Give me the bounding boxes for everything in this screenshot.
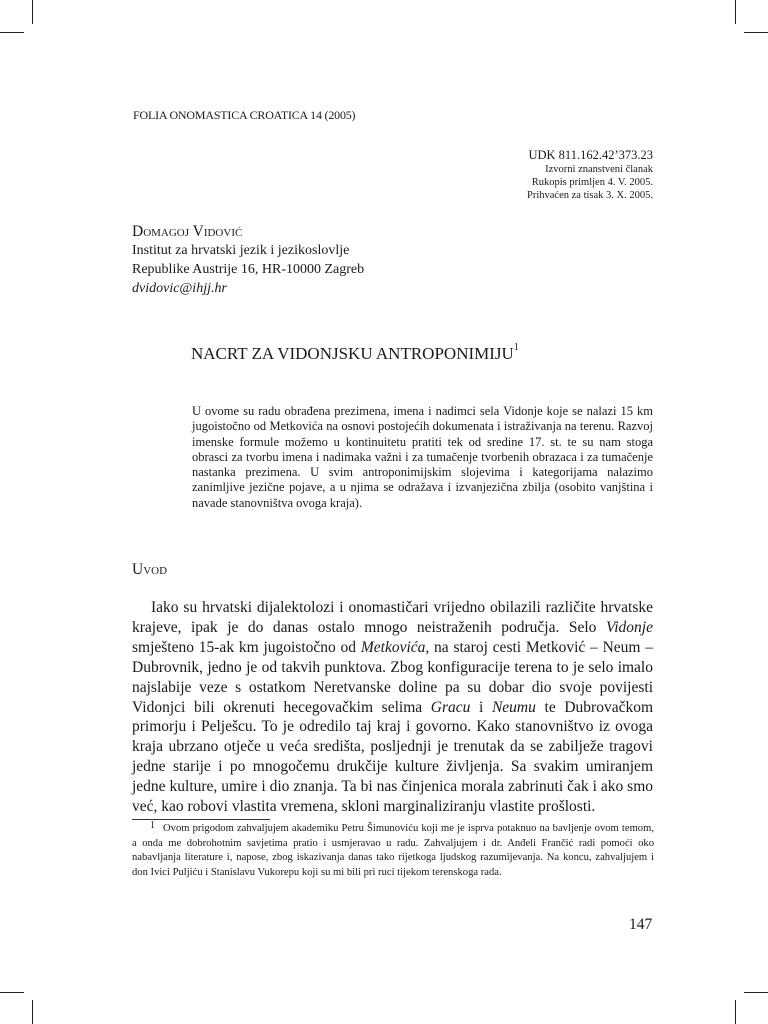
crop-mark-bottom-left-v: [32, 1000, 33, 1024]
author-address: Republike Austrije 16, HR-10000 Zagreb: [132, 262, 365, 277]
section-heading: Uvod: [132, 561, 168, 578]
author-block: [132, 222, 364, 298]
footnote-text: Ovom prigodom zahvaljujem akademiku Petru Šimunoviću koji me je isprva potaknuo na bavljenje ovom temom, a onda me dobrohotnim savjetima pratio i usmjeravao u radu. Zahvaljujem i dr. Anđeli Frančić radi pomoći oko nabavljanja literature i, napose, zbog iskazivanja danas tako rijetkoga ljudskog razumijevanja. Na koncu, zahvaljujem i don Ivici Puljiću i Stanislavu Vukorepu koji su mi bili pri ruci tijekom terenskoga rada.: [132, 823, 654, 878]
crop-mark-top-right-v: [735, 0, 736, 24]
received-date: Rukopis primljen 4. V. 2005.: [531, 177, 653, 188]
udk-code: UDK 811.162.42’373.23: [528, 148, 653, 162]
author-name: Domagoj Vidović: [132, 223, 243, 240]
journal-header: FOLIA ONOMASTICA CROATICA 14 (2005): [133, 108, 356, 122]
body-text-5: te Dubrovačkom primorju i Pelješcu. To je odredilo taj kraj i govorno. Kako stanovništvo iz ovoga kraja ubrzano otječe u veća središta, posljednji je trenutak da se zabilježe tragovi jedne starije i po mnogočemu drukčije kulture življenja. Sa svakim umiranjem jedne kulture, umire i dio znanja. Ta bi nas činjenica morala zabrinuti čak i ako smo već, kao robovi vlastita vremena, skloni marginaliziranju vlastite prošlosti.: [132, 698, 654, 816]
accepted-date: Prihvaćen za tisak 3. X. 2005.: [527, 190, 653, 201]
crop-mark-top-left-v: [32, 0, 33, 24]
crop-mark-bottom-left-h: [0, 992, 24, 993]
footnote: [132, 822, 654, 880]
footnote-number: 1: [150, 820, 155, 831]
crop-mark-bottom-right-v: [735, 1000, 736, 1024]
crop-mark-bottom-right-h: [744, 992, 768, 993]
author-institute: Institut za hrvatski jezik i jezikoslovlje: [132, 243, 350, 258]
page-number: 147: [629, 916, 653, 933]
body-term-vidonje: Vidonje: [605, 618, 653, 636]
body-text-1: Iako su hrvatski dijalektolozi i onomastičari vrijedno obilazili različite hrvatske krajeve, ipak je do danas ostalo mnogo neistraženih područja. Selo: [132, 599, 653, 636]
body-term-gracu: Gracu: [430, 698, 471, 716]
article-meta: [527, 148, 653, 202]
article-title: [191, 344, 519, 364]
title-footnote-marker[interactable]: 1: [513, 342, 519, 354]
author-email[interactable]: dvidovic@ihjj.hr: [132, 281, 227, 296]
body-text-3: na staroj cesti Metković – Neum – Dubrovnik, jedno je od takvih punktova. Zbog konfiguracije terena to je selo imalo najslabije veze s ostatkom Neretvanske doline pa su dobar dio svoje povijesti Vidonjci bili okrenuti hecegovačkim selima: [132, 638, 653, 716]
crop-mark-top-left-h: [0, 32, 24, 33]
crop-mark-top-right-h: [744, 32, 768, 33]
body-term-metkovica: Metkovića,: [360, 638, 430, 656]
body-term-neumu: Neumu: [491, 698, 536, 716]
body-text-2: smješteno 15-ak km jugoistočno od: [132, 638, 361, 656]
abstract: U ovome su radu obrađena prezimena, imena i nadimci sela Vidonje koje se nalazi 15 km jugoistočno od Metkovića na osnovi postojećih dokumenata i istraživanja na terenu. Razvoj imenske formule možemo u kontinuitetu pratiti tek od sredine 17. st. te su nam stoga obrasci za tvorbu imena i nadimaka važni i za tumačenje tvorbenih obrazaca i za tumačenje nastanka prezimena. U svim antroponimijskim slojevima i kategorijama nalazimo zanimljive jezične pojave, a u njima se odražava i izvanjezična zbilja (osobito vanjština i navade stanovništva ovoga kraja).: [192, 404, 653, 510]
article-type: Izvorni znanstveni članak: [545, 164, 653, 175]
title-text: NACRT ZA VIDONJSKU ANTROPONIMIJU: [191, 344, 514, 363]
body-paragraph: [132, 598, 653, 817]
body-text-4: i: [470, 698, 492, 716]
